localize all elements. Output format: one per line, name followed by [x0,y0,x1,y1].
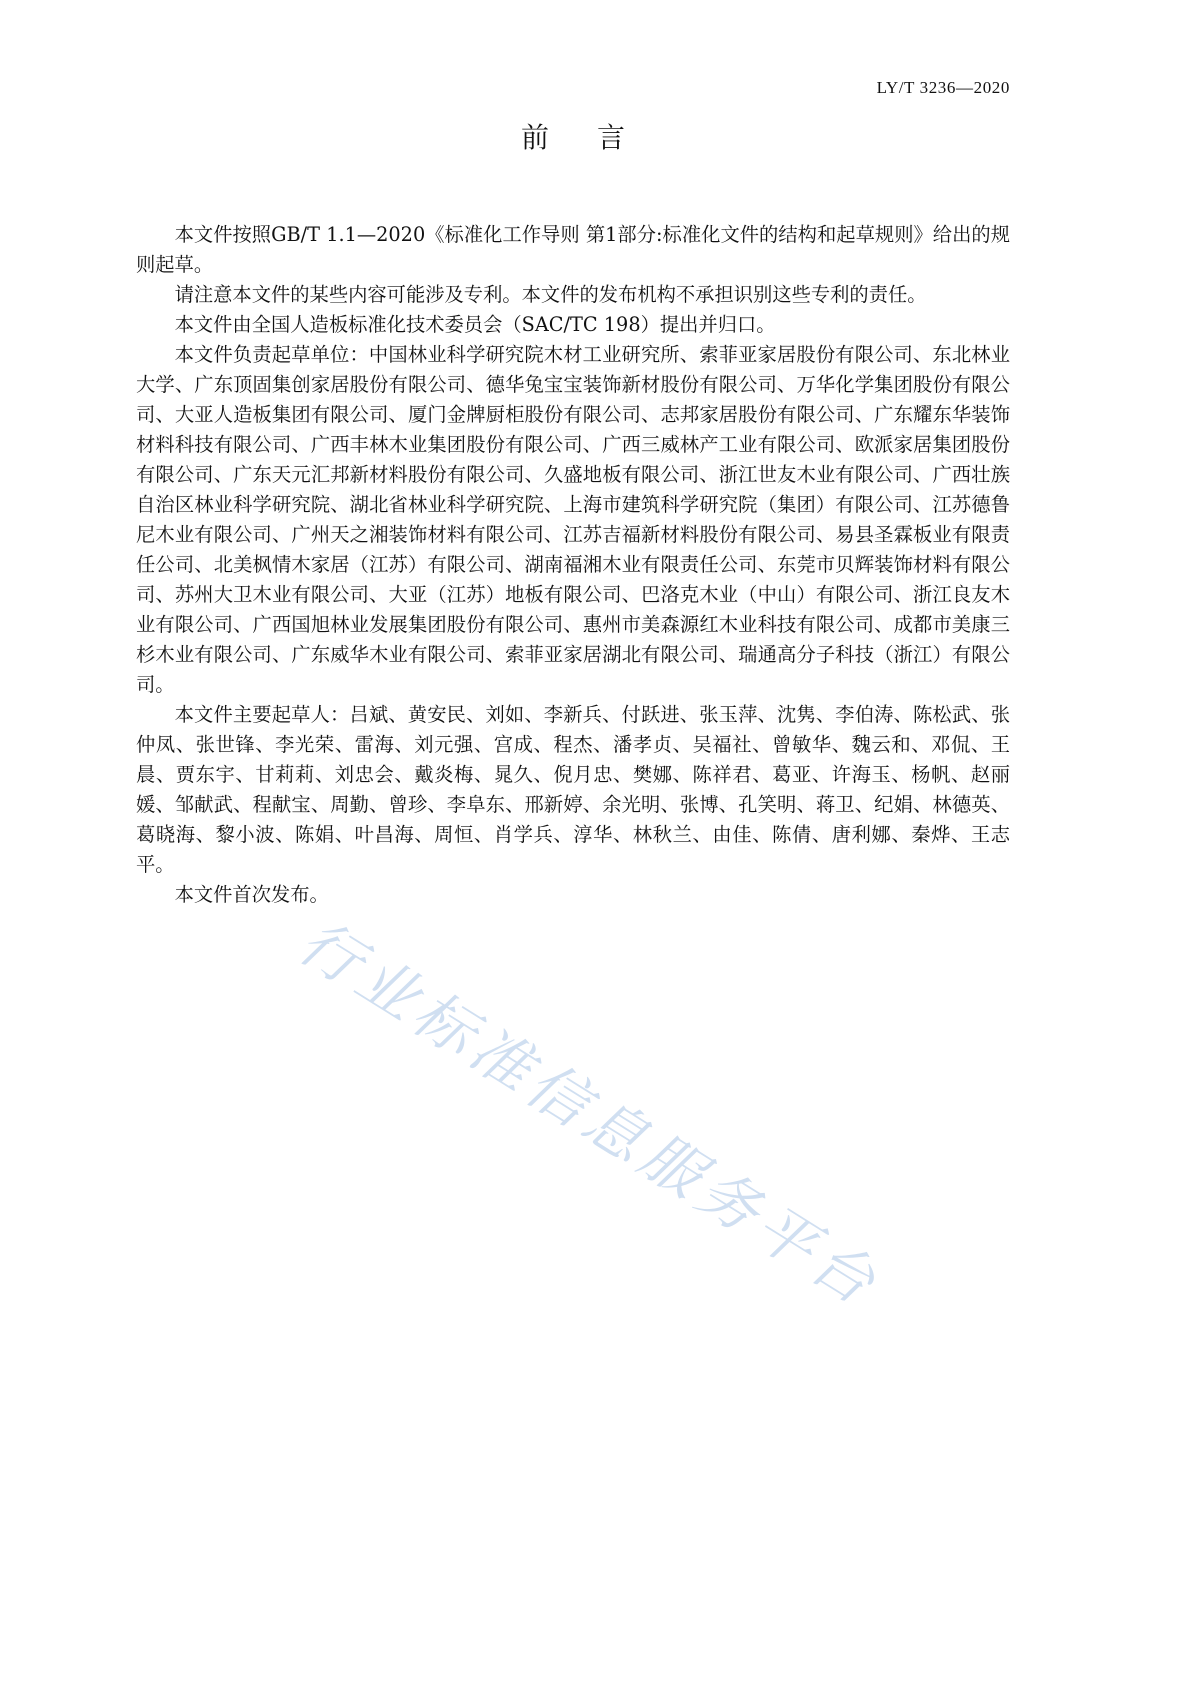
preface-paragraph-first-release: 本文件首次发布。 [174,883,329,906]
preface-paragraph-drafting-rules: 本文件按照GB/T 1.1—2020《标准化工作导则 第1部分:标准化文件的结构和起草规则》给出的规则起草。 [136,223,1010,276]
page-title: 前 言 [520,121,635,154]
watermark: 行业标准信息服务平台 [286,907,892,1322]
standard-number: LY/T 3236—2020 [876,78,1010,97]
preface-body [136,220,1010,910]
preface-paragraph-drafters: 本文件主要起草人：吕斌、黄安民、刘如、李新兵、付跃进、张玉萍、沈隽、李伯涛、陈松武、张仲凤、张世锋、李光荣、雷海、刘元强、宫成、程杰、潘孝贞、吴福社、曾敏华、魏云和、邓侃、王晨、贾东宇、甘莉莉、刘忠会、戴炎梅、晁久、倪月忠、樊娜、陈祥君、葛亚、许海玉、杨帆、赵丽媛、邹献武、程献宝、周勤、曾珍、李阜东、邢新婷、余光明、张博、孔笑明、蒋卫、纪娟、林德英、葛晓海、黎小波、陈娟、叶昌海、周恒、肖学兵、淳华、林秋兰、由佳、陈倩、唐利娜、秦烨、王志平。 [136,703,1010,876]
preface-paragraph-drafting-organizations: 本文件负责起草单位：中国林业科学研究院木材工业研究所、索菲亚家居股份有限公司、东北林业大学、广东顶固集创家居股份有限公司、德华兔宝宝装饰新材股份有限公司、万华化学集团股份有限公司、大亚人造板集团有限公司、厦门金牌厨柜股份有限公司、志邦家居股份有限公司、广东耀东华装饰材料科技有限公司、广西丰林木业集团股份有限公司、广西三威林产工业有限公司、欧派家居集团股份有限公司、广东天元汇邦新材料股份有限公司、久盛地板有限公司、浙江世友木业有限公司、广西壮族自治区林业科学研究院、湖北省林业科学研究院、上海市建筑科学研究院（集团）有限公司、江苏德鲁尼木业有限公司、广州天之湘装饰材料有限公司、江苏吉福新材料股份有限公司、易县圣霖板业有限责任公司、北美枫情木家居（江苏）有限公司、湖南福湘木业有限责任公司、东莞市贝辉装饰材料有限公司、苏州大卫木业有限公司、大亚（江苏）地板有限公司、巴洛克木业（中山）有限公司、浙江良友木业有限公司、广西国旭林业发展集团股份有限公司、惠州市美森源红木业科技有限公司、成都市美康三杉木业有限公司、广东威华木业有限公司、索菲亚家居湖北有限公司、瑞通高分子科技（浙江）有限公司。 [136,343,1010,696]
preface-paragraph-patent-notice: 请注意本文件的某些内容可能涉及专利。本文件的发布机构不承担识别这些专利的责任。 [174,283,927,306]
preface-paragraph-committee: 本文件由全国人造板标准化技术委员会（SAC/TC 198）提出并归口。 [174,313,776,336]
